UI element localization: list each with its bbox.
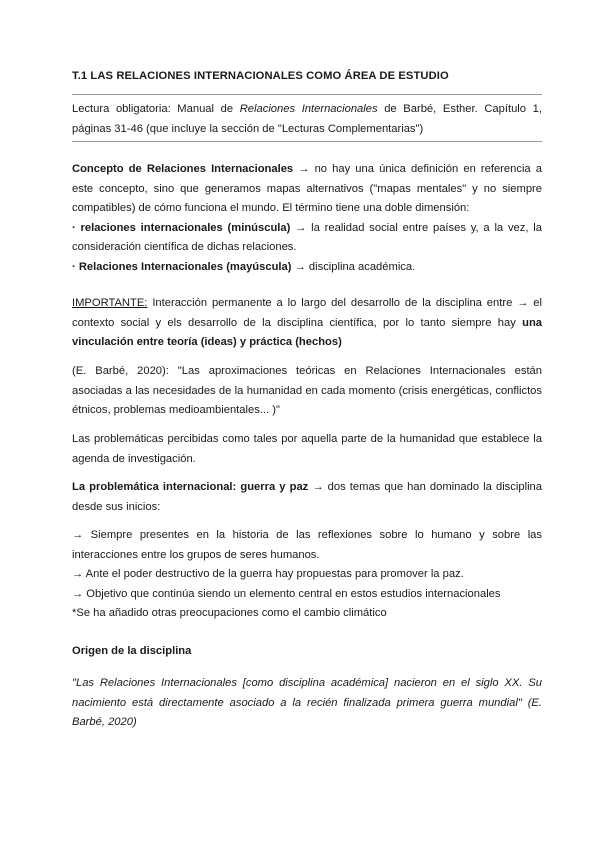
reading-prefix: Lectura obligatoria: Manual de xyxy=(72,103,240,115)
points-list xyxy=(72,526,542,624)
reading-book-title: Relaciones Internacionales xyxy=(239,103,378,115)
problematicas-paragraph: Las problemáticas percibidas como tales por aquella parte de la humanidad que establece la agenda de investigación. xyxy=(72,433,542,465)
problematica-internacional-paragraph xyxy=(72,478,542,517)
importante-label: IMPORTANTE: xyxy=(72,297,148,309)
divider-bottom xyxy=(72,141,542,142)
importante-bold: una vinculación entre teoría (ideas) y práctica (hechos) xyxy=(72,316,542,349)
concept-heading: Concepto de Relaciones Internacionales xyxy=(72,163,294,175)
concept-item1-label: · relaciones internacionales (minúscula) xyxy=(72,221,291,234)
point-3: → Objetivo que continúa siendo un elemento central en estos estudios internacionales xyxy=(72,587,501,600)
barbe-quote-paragraph: (E. Barbé, 2020): "Las aproximaciones teóricas en Relaciones Internacionales están asociadas a las necesidades de la humanidad en cada momento (crisis energéticas, conflictos étnicos, problemas medioambientales... )" xyxy=(72,365,542,417)
point-1: → Siempre presentes en la historia de las reflexiones sobre lo humano y sobre las interacciones entre los grupos de seres humanos. xyxy=(72,529,542,561)
problematica-internacional-heading: La problemática internacional: guerra y paz xyxy=(72,481,309,493)
required-reading xyxy=(72,100,542,139)
concept-paragraph xyxy=(72,160,542,278)
importante-text: Interacción permanente a lo largo del desarrollo de la disciplina entre → el contexto social y els desarrollo de la disciplina científica, por lo tanto siempre hay xyxy=(72,297,542,329)
concept-item2-label: · Relaciones Internacionales (mayúscula) xyxy=(72,260,292,273)
origen-heading: Origen de la disciplina xyxy=(72,645,192,657)
point-4: *Se ha añadido otras preocupaciones como el cambio climático xyxy=(72,607,387,620)
problematica-internacional-text: → dos temas que han dominado la disciplina desde sus inicios: xyxy=(72,481,542,513)
importante-paragraph xyxy=(72,294,542,353)
concept-item2-text: → disciplina académica. xyxy=(291,260,416,273)
concept-item1-text: → la realidad social entre países y, a la vez, la consideración científica de dichas relaciones. xyxy=(72,221,542,254)
page-title: T.1 LAS RELACIONES INTERNACIONALES COMO ÁREA DE ESTUDIO xyxy=(72,70,449,82)
reading-suffix: de Barbé, Esther. Capítulo 1, páginas 31-46 (que incluye la sección de "Lecturas Complementarias") xyxy=(72,103,542,135)
divider-top xyxy=(72,94,542,95)
point-2: → Ante el poder destructivo de la guerra hay propuestas para promover la paz. xyxy=(72,568,464,581)
origen-quote: "Las Relaciones Internacionales [como disciplina académica] nacieron en el siglo XX. Su nacimiento está directamente asociado a la recién finalizada primera guerra mundial" (E. Barbé, 2020) xyxy=(72,677,542,729)
concept-text: → no hay una única definición en referencia a este concepto, sino que generamos mapas alternativos ("mapas mentales" y no siempre compatibles) de cómo funciona el mundo. El término tiene una doble dimensión: xyxy=(72,163,542,215)
